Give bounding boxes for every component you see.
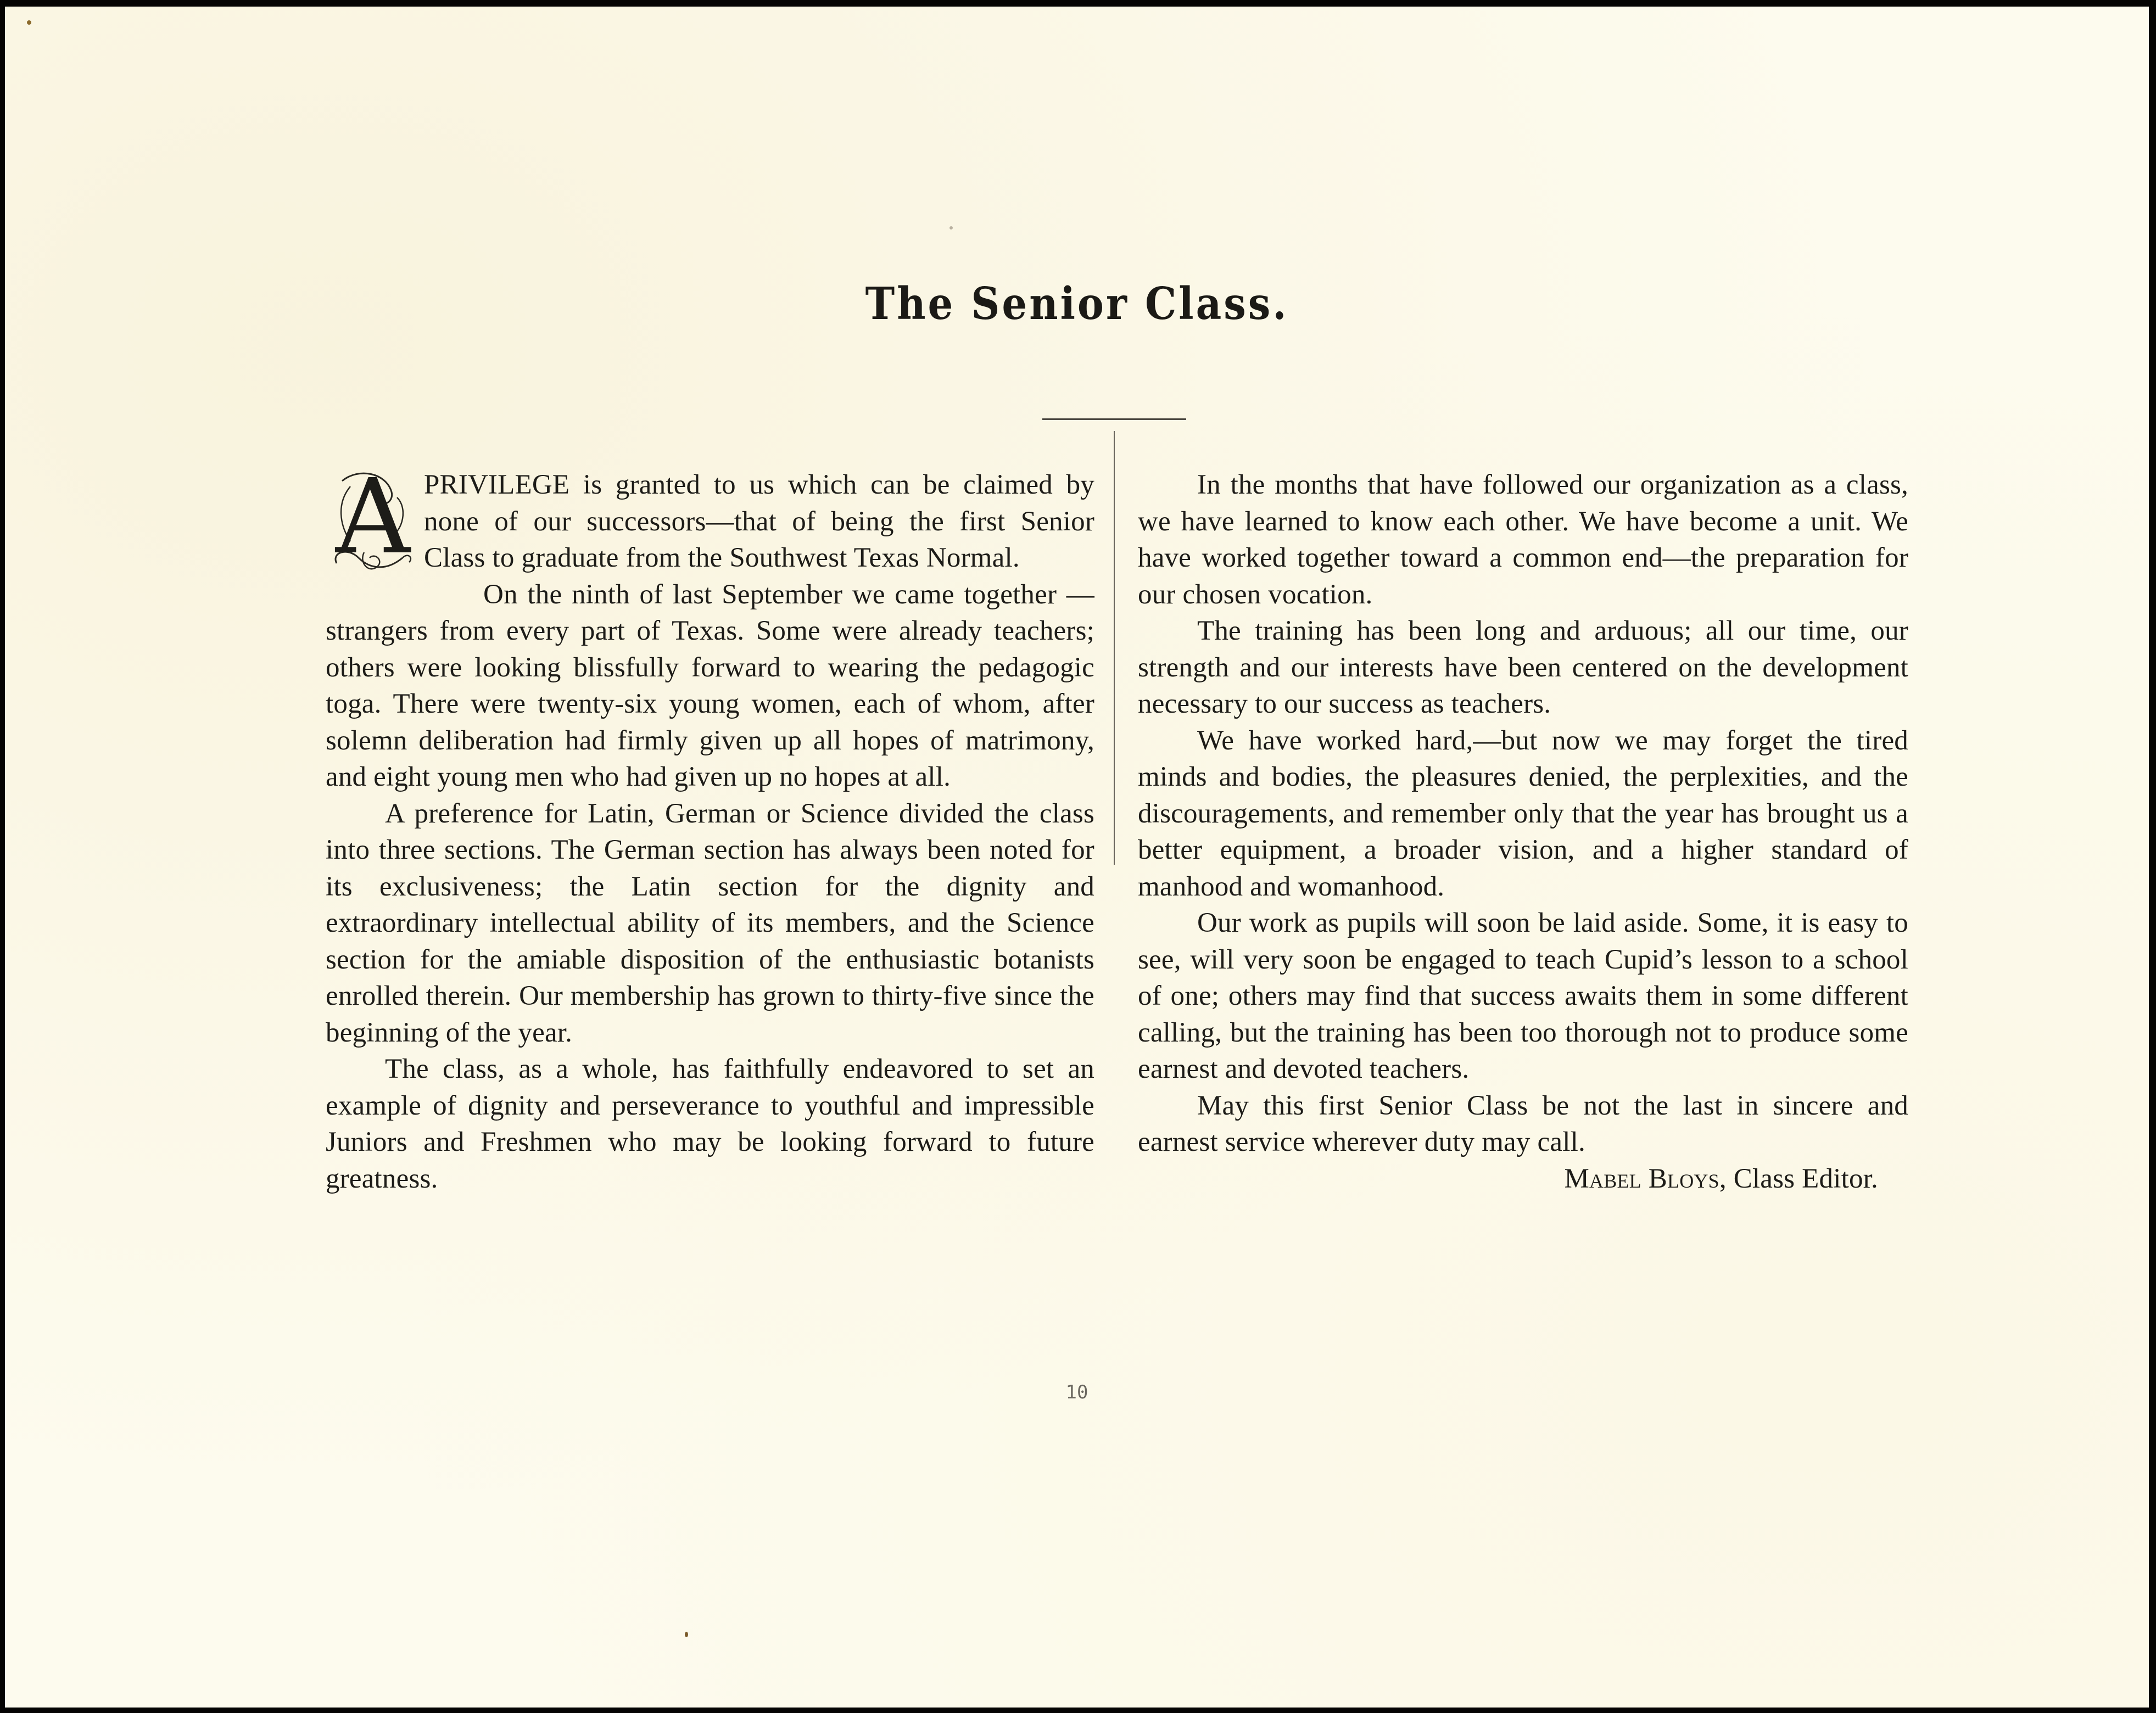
right-column <box>1138 467 1908 1197</box>
paragraph-4: The class, as a whole, has faithfully endeavored to set an example of dignity and perseverance to youthful and impressible Juniors and Freshmen who may be looking forward to future greatness. <box>326 1054 1094 1194</box>
paragraph-3: A preference for Latin, German or Science divided the class into three sections. The German section has always been noted for its exclusiveness; the Latin section for the dignity and extraordinary intellectual ability of its members, and the Science section for the amiable disposition of the enthusiastic botanists enrolled therein. Our membership has grown to thirty-five since the beginning of the year. <box>326 798 1094 1048</box>
decorative-initial <box>326 457 416 580</box>
paragraph-8: Our work as pupils will soon be laid aside. Some, it is easy to see, will very soon be engaged to teach Cupid’s lesson to a school of one; others may find that success awaits them in some different calling, but the training has been too thorough not to produce some earnest and devoted teachers. <box>1138 908 1908 1084</box>
paragraph-5: In the months that have followed our organization as a class, we have learned to know each other. We have become a unit. We have worked together toward a common end—the preparation for our chosen vocation. <box>1138 469 1908 610</box>
paragraph-2: On the ninth of last September we came together —strangers from every part of Texas. Some were already teachers; others were looking blissfully forward to wearing the pedagogic toga. There were twenty-six young women, each of whom, after solemn deliberation had firmly given up all hopes of matrimony, and eight young men who had given up no hopes at all. <box>326 579 1094 792</box>
author-role: , Class Editor. <box>1719 1163 1878 1194</box>
left-column <box>326 457 1094 1197</box>
dropcap-letter: A <box>336 457 410 577</box>
book-page <box>5 7 2149 1708</box>
paper-speck <box>949 226 953 229</box>
paragraph-7: We have worked hard,—but now we may forget the tired minds and bodies, the pleasures denied, the perplexities, and the discouragements, and remember only that the year has brought us a better equipment, a broader vision, and a higher standard of manhood and womanhood. <box>1138 725 1908 902</box>
paragraph-9: May this first Senior Class be not the last in sincere and earnest service wherever duty may call. <box>1138 1090 1908 1157</box>
page-number: 10 <box>1065 1381 1088 1403</box>
paper-speck <box>685 1632 688 1637</box>
paragraph-6: The training has been long and arduous; all our time, our strength and our interests have been centered on the development necessary to our success as teachers. <box>1138 615 1908 719</box>
paragraph-1 <box>326 457 1094 577</box>
title-rule <box>1042 418 1186 420</box>
paper-speck <box>27 20 31 25</box>
author-name: Mabel Bloys <box>1564 1163 1719 1194</box>
signature <box>1138 1161 1908 1197</box>
page-title: The Senior Class. <box>865 277 1289 330</box>
column-divider <box>1114 431 1115 865</box>
paragraph-text: PRIVILEGE is granted to us which can be claimed by none of our successors—that of being the first Senior Class to graduate from the Southwest Texas Normal. <box>424 469 1094 573</box>
